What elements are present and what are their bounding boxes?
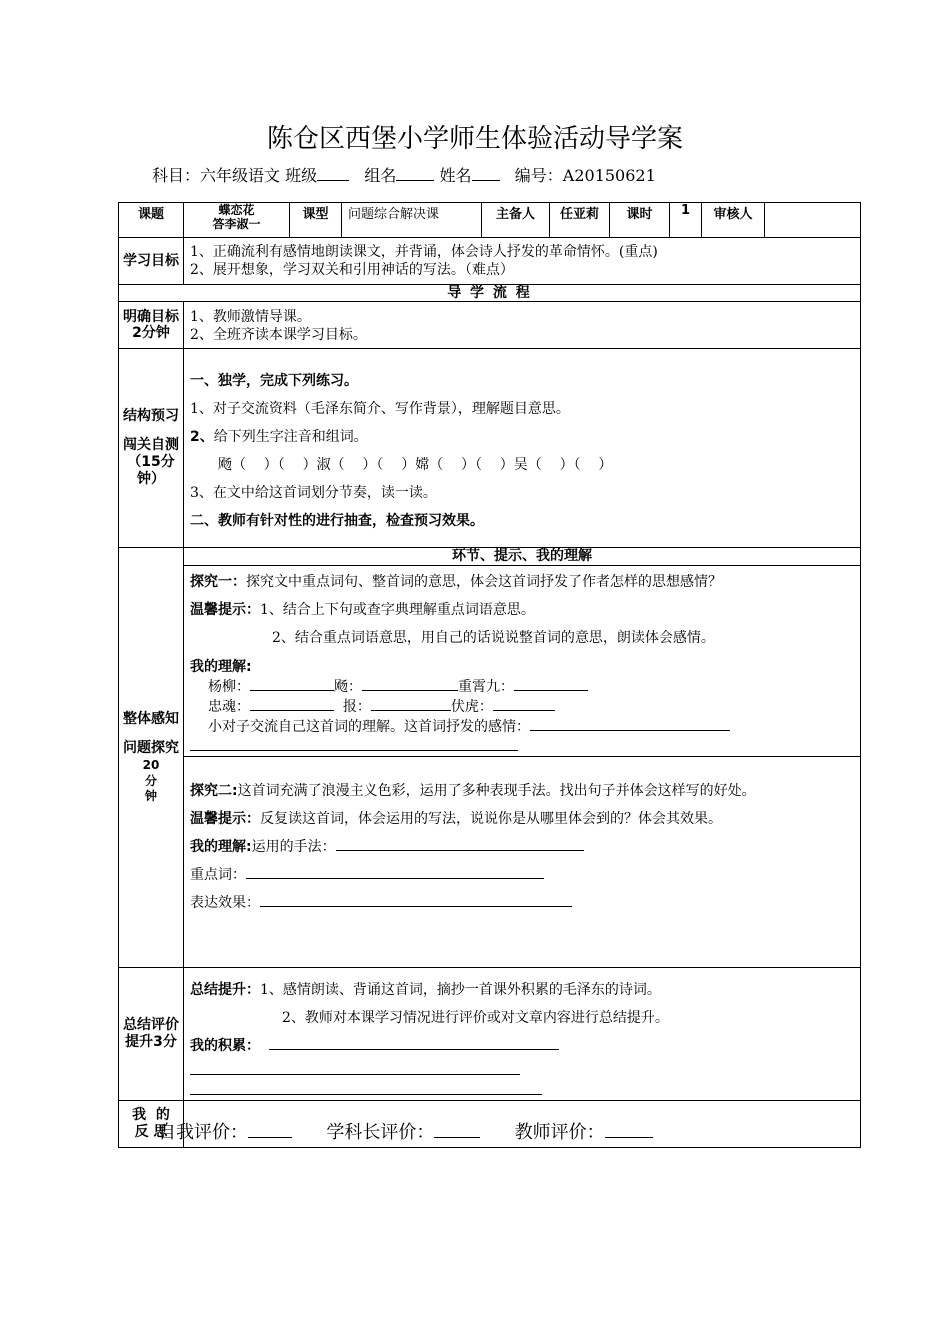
blank-method[interactable] — [336, 836, 584, 851]
q2-label: 探究二: — [190, 783, 238, 799]
accumulation-label: 我的积累： — [190, 1038, 260, 1054]
name-field[interactable] — [472, 166, 500, 181]
blank-accumulation-1[interactable] — [269, 1035, 559, 1050]
keywords-label: 重点词： — [190, 867, 246, 883]
topic-label: 课题 — [119, 203, 184, 238]
preview-chars[interactable]: 飏（ ）（ ）淑（ ）（ ）嫦（ ）（ ）吴（ ）（ ） — [218, 457, 613, 473]
explore-label-c: 20 — [142, 758, 160, 772]
type-label: 课型 — [290, 203, 342, 238]
q2-text: 这首词充满了浪漫主义色彩，运用了多种表现手法。找出句子并体会这样写的好处。 — [237, 783, 756, 799]
preview-item-3: 3、在文中给这首词划分节奏，读一读。 — [190, 485, 437, 501]
preview-item-1: 1、对子交流资料（毛泽东简介、写作背景），理解题目意思。 — [190, 401, 570, 417]
explore-two-row — [119, 757, 861, 968]
words-row-1 — [190, 676, 854, 696]
info-line — [152, 163, 656, 186]
preview-heading-1: 一、独学，完成下列练习。 — [190, 373, 358, 389]
effect-label: 表达效果： — [190, 895, 260, 911]
preparer-value: 任亚莉 — [550, 203, 610, 238]
topic-value-line1: 蝶恋花 — [218, 203, 255, 217]
word-yangliu: 杨柳： — [208, 679, 250, 695]
tip1-label: 温馨提示： — [190, 602, 260, 618]
explore-label-b: 问题探究 — [123, 740, 179, 756]
goals-content — [184, 238, 861, 285]
teacher-eval-label: 教师评价： — [514, 1122, 605, 1143]
q1-label: 探究一： — [190, 574, 246, 590]
preview-content — [184, 349, 861, 548]
q1-text: 探究文中重点词句、整首词的意思，体会这首词抒发了作者怎样的思想感情？ — [246, 574, 722, 590]
summary-s1: 1、感情朗读、背诵这首词，摘抄一首课外积累的毛泽东的诗词。 — [260, 982, 661, 998]
page-title: 陈仓区西堡小学师生体验活动导学案 — [266, 124, 683, 154]
goal-1: 1、正确流利有感情地朗读课文，并背诵，体会诗人抒发的革命情怀。(重点) — [190, 244, 658, 260]
explore-one-content — [184, 566, 861, 757]
process-title-row — [119, 285, 861, 302]
group-field[interactable] — [396, 166, 434, 181]
number-text: 编号：A20150621 — [514, 166, 656, 185]
goals-row — [119, 238, 861, 285]
evaluation-footer — [158, 1118, 653, 1144]
goals-label-text: 学习目标 — [123, 252, 179, 269]
goals-label — [119, 238, 184, 285]
feeling-text: 小对子交流自己这首词的理解。这首词抒发的感情： — [208, 719, 530, 735]
explore-one-row — [119, 566, 861, 757]
reflection-label-1: 我 的 — [132, 1107, 170, 1123]
preparer-label: 主备人 — [482, 203, 550, 238]
summary-content — [184, 968, 861, 1101]
blank-feeling-2[interactable] — [190, 736, 518, 751]
blank-accumulation-3[interactable] — [190, 1080, 542, 1095]
preview-label-b: 闯关自测（15分钟） — [123, 437, 179, 487]
clarify-2: 2、全班齐读本课学习目标。 — [190, 327, 367, 343]
preview-item-2-num: 2、 — [190, 429, 214, 445]
word-zhonghun: 忠魂： — [208, 699, 250, 715]
word-chongxiaojiu: 重霄九： — [458, 679, 514, 695]
explore-label-a: 整体感知 — [123, 711, 179, 727]
reviewer-value[interactable] — [765, 203, 861, 238]
explore-two-content — [184, 757, 861, 968]
leader-eval-field[interactable] — [434, 1121, 480, 1138]
my2-label: 我的理解: — [190, 839, 252, 855]
blank-effect[interactable] — [260, 892, 572, 907]
explore-title-row — [119, 548, 861, 566]
clarify-row — [119, 302, 861, 349]
tip2-body: 反复读这首词，体会运用的写法，说说你是从哪里体会到的？体会其效果。 — [260, 811, 722, 827]
blank-keywords[interactable] — [246, 864, 544, 879]
group-label: 组名 — [364, 166, 397, 185]
self-eval-field[interactable] — [248, 1121, 292, 1138]
blank-yangliu[interactable] — [250, 676, 334, 691]
teacher-eval-field[interactable] — [605, 1121, 653, 1138]
tip1-text: 1、结合上下句或查字典理解重点词语意思。 — [260, 602, 535, 618]
blank-zhonghun[interactable] — [250, 696, 334, 711]
blank-feeling[interactable] — [530, 716, 730, 731]
class-field[interactable] — [317, 166, 349, 181]
header-row — [119, 203, 861, 238]
type-value: 问题综合解决课 — [342, 203, 482, 238]
word-fuhu: 伏虎： — [450, 699, 493, 715]
blank-chongxiaojiu[interactable] — [514, 676, 588, 691]
word-yang: 飏： — [334, 679, 362, 695]
preview-label — [119, 349, 184, 548]
clarify-label: 明确目标2分钟 — [119, 302, 184, 349]
my-understanding-label: 我的理解: — [190, 659, 252, 675]
lesson-plan-table — [118, 202, 861, 1148]
feeling-row-2 — [190, 736, 854, 756]
summary-label: 总结评价提升3分 — [119, 968, 184, 1101]
tip2-label: 温馨提示： — [190, 811, 260, 827]
blank-fuhu[interactable] — [493, 696, 555, 711]
preview-label-a: 结构预习 — [123, 408, 179, 424]
method-label: 运用的手法： — [251, 839, 336, 855]
summary-row — [119, 968, 861, 1101]
preview-item-2: 给下列生字注音和组词。 — [213, 429, 368, 445]
words-row-2 — [190, 696, 854, 716]
subject-text: 科目：六年级语文 — [152, 166, 281, 185]
process-title: 导 学 流 程 — [119, 285, 861, 302]
class-label: 班级 — [285, 166, 318, 185]
preview-row — [119, 349, 861, 548]
topic-value — [184, 203, 290, 238]
preview-heading-2: 二、教师有针对性的进行抽查，检查预习效果。 — [190, 513, 484, 529]
explore-label-d: 分钟 — [144, 774, 157, 803]
blank-bao[interactable] — [371, 696, 451, 711]
hours-label: 课时 — [610, 203, 670, 238]
tip2-text: 2、结合重点词语意思，用自己的话说说整首词的意思，朗读体会感情。 — [272, 630, 715, 646]
clarify-1: 1、教师激情导课。 — [190, 309, 311, 325]
word-bao: 报： — [342, 699, 371, 715]
topic-value-line2: 答李淑一 — [212, 217, 261, 231]
clarify-content — [184, 302, 861, 349]
blank-accumulation-2[interactable] — [190, 1060, 520, 1075]
leader-eval-label: 学科长评价： — [326, 1122, 435, 1143]
hours-value: 1 — [670, 203, 702, 238]
goal-2: 2、展开想象，学习双关和引用神话的写法。（难点） — [190, 262, 514, 278]
reviewer-label: 审核人 — [702, 203, 765, 238]
reflection-label-2: 反 思 — [134, 1124, 168, 1140]
explore-section-title: 环节、提示、我的理解 — [184, 548, 861, 566]
feeling-row — [190, 716, 854, 736]
explore-label — [119, 548, 184, 968]
summary-sum-label: 总结提升： — [190, 982, 260, 998]
blank-yang[interactable] — [362, 676, 458, 691]
name-label: 姓名 — [439, 166, 472, 185]
summary-s2: 2、教师对本课学习情况进行评价或对文章内容进行总结提升。 — [282, 1010, 669, 1026]
self-eval-label: 自我评价： — [158, 1122, 248, 1143]
